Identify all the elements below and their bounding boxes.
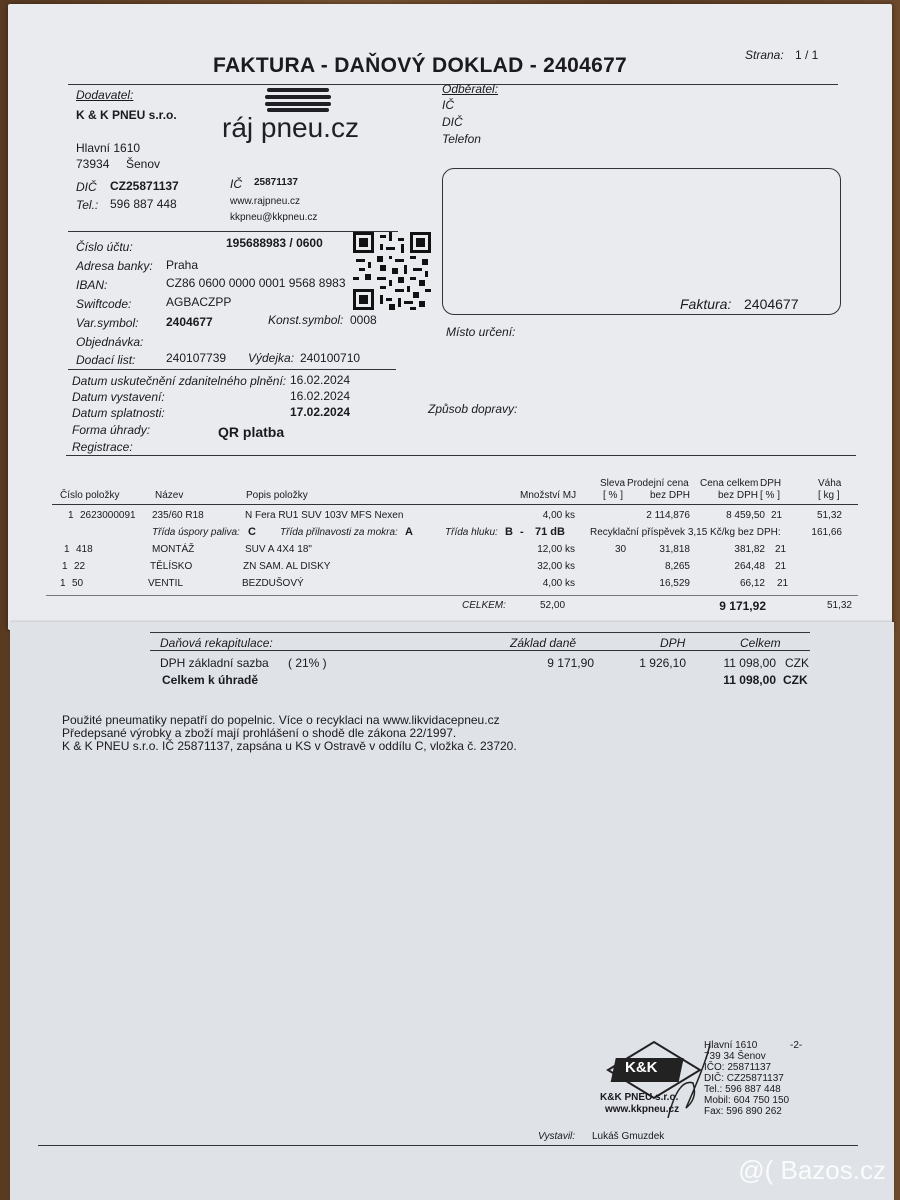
- stamp-mark: -2-: [790, 1040, 803, 1051]
- row1-name: 235/60 R18: [152, 510, 204, 521]
- supplier-tel: 596 887 448: [110, 197, 177, 211]
- stamp-line-dic: DIČ: CZ25871137: [704, 1073, 784, 1084]
- recycling-fee-label: Recyklační příspěvek 3,15 Kč/kg bez DPH:: [590, 527, 781, 538]
- row1-qty: 4,00 ks: [542, 510, 575, 521]
- supplier-dic-label: DIČ: [76, 180, 97, 194]
- stamp-name: K&K PNEU s.r.o.: [600, 1092, 679, 1103]
- recap-rate-label: DPH základní sazba: [160, 656, 269, 670]
- row1-desc: N Fera RU1 SUV 103V MFS Nexen: [245, 510, 404, 521]
- stamp-line-fax: Fax: 596 890 262: [704, 1106, 782, 1117]
- supplier-email: kkpneu@kkpneu.cz: [230, 212, 318, 223]
- recap-base: 9 171,90: [547, 656, 594, 670]
- destination-label: Místo určení:: [446, 325, 516, 339]
- recycling-weight: 161,66: [811, 527, 842, 538]
- row2-vat: 21: [775, 544, 787, 555]
- taxable-date: 16.02.2024: [290, 373, 351, 387]
- supplier-zip: 73934: [76, 157, 110, 171]
- noise-sep: -: [520, 526, 524, 538]
- noise-db: 71 dB: [535, 526, 565, 538]
- row4-vat: 21: [777, 578, 789, 589]
- wet-class-label: Třída přilnavosti za mokra:: [280, 527, 398, 538]
- table-bottom-divider: [46, 595, 858, 596]
- supplier-ic: 25871137: [254, 177, 298, 188]
- note-conformity: Předepsané výrobky a zboží mají prohlášení o shodě dle zákona 22/1997.: [62, 726, 457, 740]
- bazos-watermark: @( Bazos.cz: [738, 1155, 886, 1185]
- recap-total-label: Celkem: [740, 636, 781, 650]
- fuel-class-label: Třída úspory paliva:: [152, 527, 240, 538]
- issue-slip-value: 240100710: [300, 351, 361, 365]
- totals-amount: 9 171,92: [719, 599, 766, 613]
- row1-no: 1: [68, 510, 74, 521]
- row4-name: VENTIL: [148, 578, 184, 589]
- invoice-box-number: 2404677: [744, 296, 799, 312]
- recap-heading: Daňová rekapitulace:: [160, 636, 273, 650]
- iban-value: CZ86 0600 0000 0001 9568 8983: [166, 276, 346, 290]
- iban-label: IBAN:: [76, 278, 108, 292]
- swift-label: Swiftcode:: [76, 297, 132, 311]
- recap-vat: 1 926,10: [639, 656, 686, 670]
- konstsymbol-value: 0008: [350, 313, 377, 327]
- col-item-no: Číslo položky: [60, 490, 120, 501]
- supplier-heading: Dodavatel:: [76, 88, 134, 102]
- konstsymbol-label: Konst.symbol:: [268, 313, 344, 327]
- varsymbol-value: 2404677: [166, 315, 213, 329]
- wet-class: A: [405, 526, 413, 538]
- due-date-label: Datum splatnosti:: [72, 406, 165, 420]
- row2-name: MONTÁŽ: [152, 544, 195, 555]
- row2-code: 418: [76, 544, 93, 555]
- col-qty: Množství MJ: [520, 490, 577, 501]
- row1-total: 8 459,50: [726, 510, 765, 521]
- row3-code: 22: [74, 561, 86, 572]
- row1-weight: 51,32: [816, 510, 842, 521]
- recap-header-divider: [150, 650, 810, 651]
- totals-label: CELKEM:: [462, 600, 506, 611]
- supplier-name: K & K PNEU s.r.o.: [76, 108, 177, 122]
- col-name: Název: [155, 490, 184, 501]
- stamp-line-mobile: Mobil: 604 750 150: [704, 1095, 790, 1106]
- recap-rate: ( 21% ): [288, 656, 327, 670]
- amount-due-currency: CZK: [783, 673, 808, 687]
- col-weight-bot: [ kg ]: [818, 490, 840, 501]
- issued-by-label: Vystavil:: [538, 1131, 576, 1142]
- table-header-divider: [52, 504, 858, 505]
- supplier-ic-label: IČ: [230, 177, 242, 191]
- bank-label: Adresa banky:: [76, 259, 153, 273]
- issued-by: Lukáš Gmuzdek: [592, 1131, 665, 1142]
- col-discount-top: Sleva: [600, 478, 626, 489]
- page-label: Strana:: [745, 48, 784, 62]
- logo-tread-icon: [265, 88, 331, 112]
- row2-discount: 30: [615, 544, 627, 555]
- col-unit-price-bot: bez DPH: [650, 490, 691, 501]
- row1-vat: 21: [771, 510, 783, 521]
- row4-unit: 16,529: [659, 578, 690, 589]
- row2-desc: SUV A 4X4 18": [245, 544, 312, 555]
- stamp-brand: K&K: [625, 1059, 658, 1076]
- supplier-web: www.rajpneu.cz: [230, 196, 301, 207]
- issued-date-label: Datum vystavení:: [72, 390, 165, 404]
- recap-top-divider: [150, 632, 810, 633]
- header-bottom-divider: [66, 455, 856, 456]
- row3-name: TĚLÍSKO: [150, 561, 193, 572]
- col-total-top: Cena celkem: [700, 478, 759, 489]
- row1-unit: 2 114,876: [646, 510, 690, 521]
- swift-value: AGBACZPP: [166, 295, 232, 309]
- supplier-dic: CZ25871137: [110, 179, 179, 193]
- row4-qty: 4,00 ks: [542, 578, 575, 589]
- bank-divider: [68, 231, 398, 232]
- issue-slip-label: Výdejka:: [248, 351, 295, 365]
- amount-due-label: Celkem k úhradě: [162, 673, 259, 687]
- transport-label: Způsob dopravy:: [428, 402, 518, 416]
- row2-qty: 12,00 ks: [537, 544, 575, 555]
- row3-no: 1: [62, 561, 68, 572]
- recap-base-label: Základ daně: [510, 636, 577, 650]
- delivery-note-value: 240107739: [166, 351, 227, 365]
- qr-code-icon: [353, 232, 431, 310]
- col-discount-bot: [ % ]: [603, 490, 624, 501]
- buyer-tel-label: Telefon: [442, 132, 481, 146]
- row2-total: 381,82: [734, 544, 765, 555]
- col-weight-top: Váha: [818, 478, 842, 489]
- col-unit-price-top: Prodejní cena: [627, 478, 689, 489]
- buyer-ic-label: IČ: [442, 98, 454, 112]
- recap-currency: CZK: [785, 656, 809, 670]
- col-total-bot: bez DPH: [718, 490, 759, 501]
- col-vat-bot: [ % ]: [760, 490, 781, 501]
- col-desc: Popis položky: [246, 490, 308, 501]
- buyer-dic-label: DIČ: [442, 115, 463, 129]
- noise-class-label: Třída hluku:: [445, 527, 498, 538]
- note-recycling: Použité pneumatiky nepatří do popelnic. Více o recyklaci na www.likvidacepneu.cz: [62, 713, 500, 727]
- taxable-date-label: Datum uskutečnění zdanitelného plnění:: [72, 374, 287, 388]
- row2-no: 1: [64, 544, 70, 555]
- stamp-line-city: 739 34 Šenov: [704, 1051, 766, 1062]
- recap-total: 11 098,00: [723, 656, 776, 670]
- noise-class: B: [505, 526, 513, 538]
- page-value: 1 / 1: [795, 48, 819, 62]
- logo-text: ráj pneu.cz: [222, 112, 359, 143]
- note-registration: K & K PNEU s.r.o. IČ 25871137, zapsána u KS v Ostravě v oddílu C, vložka č. 23720.: [62, 739, 517, 753]
- stamp-web: www.kkpneu.cz: [605, 1104, 680, 1115]
- row3-total: 264,48: [734, 561, 765, 572]
- account-label: Číslo účtu:: [76, 240, 133, 254]
- buyer-heading: Odběratel:: [442, 82, 499, 96]
- payment-label: Forma úhrady:: [72, 423, 151, 437]
- invoice-box-label: Faktura:: [680, 296, 732, 312]
- col-vat-top: DPH: [760, 478, 782, 489]
- order-label: Objednávka:: [76, 335, 144, 349]
- supplier-tel-label: Tel.:: [76, 198, 99, 212]
- totals-qty: 52,00: [540, 600, 566, 611]
- delivery-note-label: Dodací list:: [76, 353, 136, 367]
- row4-total: 66,12: [739, 578, 765, 589]
- stamp-line-street: Hlavní 1610: [704, 1040, 758, 1051]
- row4-no: 1: [60, 578, 66, 589]
- issued-date: 16.02.2024: [290, 389, 351, 403]
- fuel-class: C: [248, 526, 256, 538]
- payment-method: QR platba: [218, 424, 285, 440]
- dates-divider: [68, 369, 396, 370]
- buyer-address-box: [442, 168, 841, 315]
- stamp-line-tel: Tel.: 596 887 448: [704, 1084, 781, 1095]
- row4-desc: BEZDUŠOVÝ: [242, 578, 304, 589]
- recap-vat-label: DPH: [660, 636, 686, 650]
- row4-code: 50: [72, 578, 84, 589]
- row1-code: 2623000091: [80, 510, 136, 521]
- row2-unit: 31,818: [659, 544, 690, 555]
- row3-desc: ZN SAM. AL DISKY: [243, 561, 331, 572]
- supplier-street: Hlavní 1610: [76, 141, 141, 155]
- invoice-title: FAKTURA - DAŇOVÝ DOKLAD - 2404677: [213, 54, 628, 77]
- footer-divider: [38, 1145, 858, 1146]
- totals-weight: 51,32: [826, 600, 852, 611]
- row3-vat: 21: [775, 561, 787, 572]
- amount-due: 11 098,00: [723, 673, 776, 687]
- varsymbol-label: Var.symbol:: [76, 316, 139, 330]
- registration-label: Registrace:: [72, 440, 133, 454]
- bank-city: Praha: [166, 258, 199, 272]
- row3-qty: 32,00 ks: [537, 561, 575, 572]
- row3-unit: 8,265: [664, 561, 690, 572]
- stamp-line-ico: IČO: 25871137: [704, 1062, 772, 1073]
- supplier-city: Šenov: [126, 157, 161, 171]
- due-date: 17.02.2024: [290, 405, 351, 419]
- account-number: 195688983 / 0600: [226, 236, 323, 250]
